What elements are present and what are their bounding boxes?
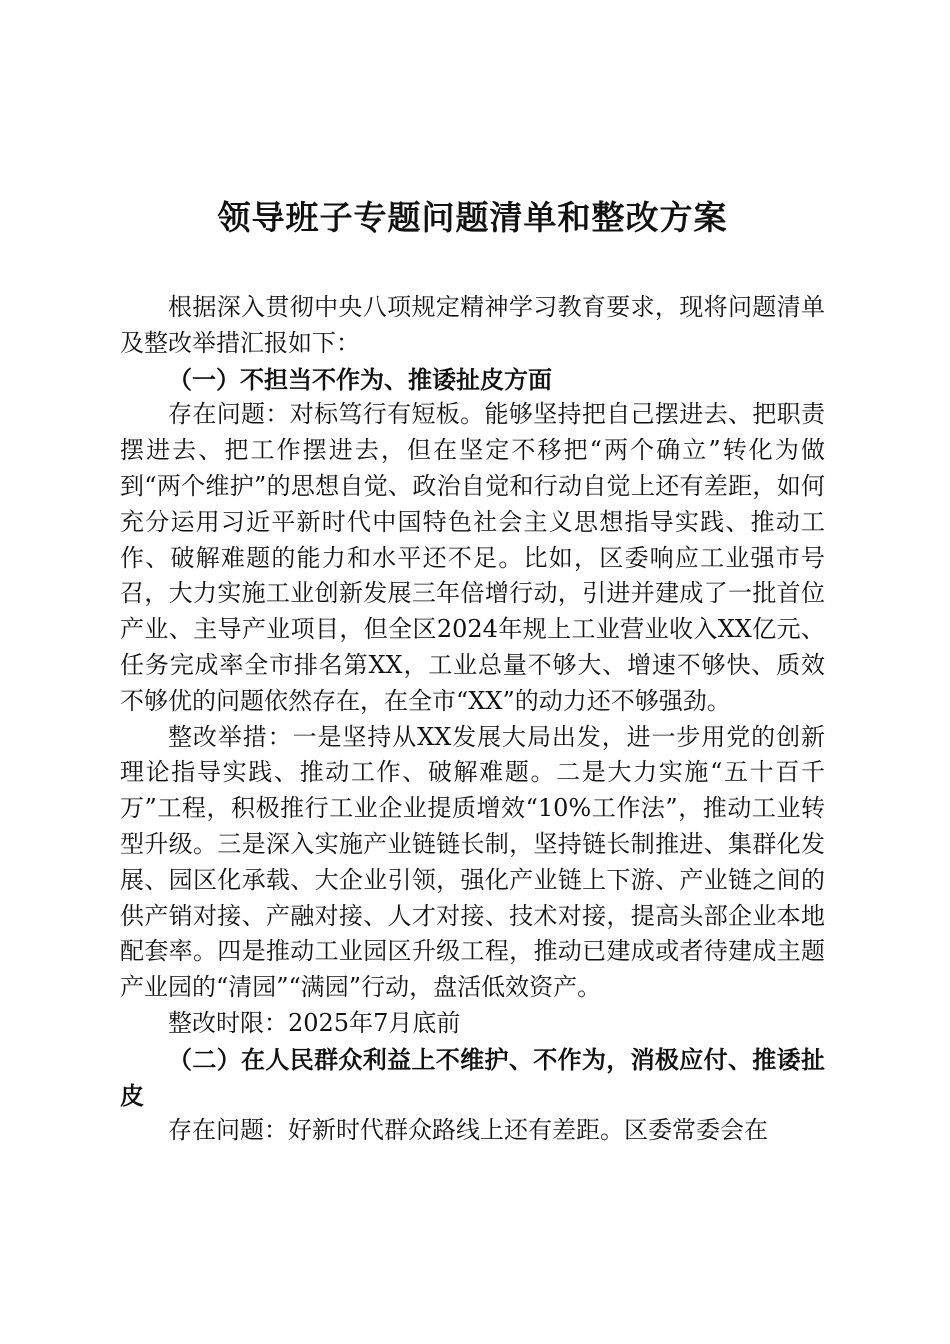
document-body	[120, 290, 825, 1149]
paragraph-problem-2: 存在问题：好新时代群众路线上还有差距。区委常委会在	[168, 1116, 768, 1145]
paragraph-intro: 根据深入贯彻中央八项规定精神学习教育要求，现将问题清单及整改举措汇报如下：	[120, 293, 825, 357]
paragraph-measures-1: 整改举措：一是坚持从XX发展大局出发，进一步用党的创新理论指导实践、推动工作、破解难题。二是大力实施“五十百千万”工程，积极推行工业企业提质增效“10%工作法”，推动工业转型升级。三是深入实施产业链链长制，坚持链长制推进、集群化发展、园区化承载、大企业引领，强化产业链上下游、产业链之间的供产销对接、产融对接、人才对接、技术对接，提高头部企业本地配套率。四是推动工业园区升级工程，推动已建成或者待建成主题产业园的“清园”“满园”行动，盘活低效资产。	[120, 722, 825, 1002]
document-title: 领导班子专题问题清单和整改方案	[217, 198, 728, 237]
section-heading-2: （二）在人民群众利益上不维护、不作为，消极应付、推诿扯皮	[120, 1044, 825, 1110]
paragraph-deadline-1: 整改时限：2025年7月底前	[168, 1008, 461, 1037]
section-heading-1: （一）不担当不作为、推诿扯皮方面	[168, 364, 552, 394]
paragraph-problem-1: 存在问题：对标笃行有短板。能够坚持把自己摆进去、把职责摆进去、把工作摆进去，但在坚定不移把“两个确立”转化为做到“两个维护”的思想自觉、政治自觉和行动自觉上还有差距，如何充分运用习近平新时代中国特色社会主义思想指导实践、推动工作、破解难题的能力和水平还不足。比如，区委响应工业强市号召，大力实施工业创新发展三年倍增行动，引进并建成了一批首位产业、主导产业项目，但全区2024年规上工业营业收入XX亿元、任务完成率全市排名第XX，工业总量不够大、增速不够快、质效不够优的问题依然存在，在全市“XX”的动力还不够强劲。	[120, 400, 825, 715]
